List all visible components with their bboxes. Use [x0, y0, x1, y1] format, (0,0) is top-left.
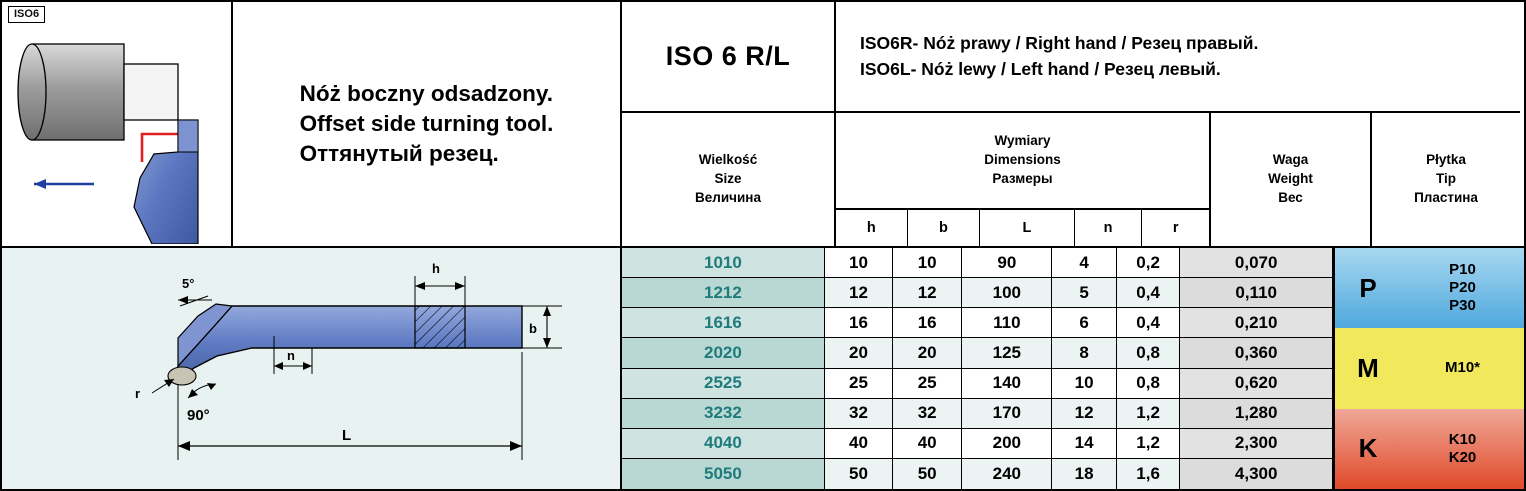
cell-size: 2020: [622, 338, 825, 368]
header-weight-en: Weight: [1268, 171, 1313, 187]
grade-p20: P20: [1449, 279, 1476, 297]
cell-h: 32: [825, 399, 893, 429]
grade-letter-p: P: [1335, 248, 1401, 328]
cell-L: 200: [962, 429, 1052, 459]
cell-L: 240: [962, 459, 1052, 489]
header-plate-pl: Płytka: [1426, 152, 1466, 168]
cell-b: 20: [893, 338, 962, 368]
cell-b: 16: [893, 308, 962, 338]
cell-n: 8: [1052, 338, 1116, 368]
cell-b: 10: [893, 248, 962, 278]
title-line-en: Offset side turning tool.: [299, 111, 554, 137]
table-row: [622, 399, 1333, 429]
cell-b: 12: [893, 278, 962, 308]
cell-h: 25: [825, 369, 893, 399]
cell-size: 4040: [622, 429, 825, 459]
cell-size: 1616: [622, 308, 825, 338]
header-size: [622, 113, 836, 246]
dimension-table: [622, 248, 1335, 489]
cell-weight: 0,620: [1180, 369, 1333, 399]
col-header-h: h: [836, 210, 908, 246]
desc-right-hand: ISO6R- Nóż prawy / Right hand / Резец правый.: [860, 33, 1259, 54]
iso-code: ISO 6 R/L: [622, 2, 836, 111]
svg-text:5°: 5°: [182, 276, 195, 291]
svg-text:r: r: [135, 386, 141, 401]
table-row: [622, 338, 1333, 368]
title-line-pl: Nóż boczny odsadzony.: [299, 81, 553, 107]
cell-r: 0,4: [1117, 308, 1181, 338]
header-dim-ru: Размеры: [992, 170, 1053, 186]
cell-L: 170: [962, 399, 1052, 429]
col-header-n: n: [1075, 210, 1143, 246]
col-header-r: r: [1172, 220, 1179, 236]
svg-text:h: h: [432, 261, 440, 276]
desc-left-hand: ISO6L- Nóż lewy / Left hand / Резец левый.: [860, 58, 1221, 79]
cell-b: 25: [893, 369, 962, 399]
iso6-pictogram: [2, 2, 233, 246]
grade-p10: P10: [1449, 260, 1476, 278]
header-plate-ru: Пластина: [1414, 189, 1478, 205]
cell-r: 0,8: [1117, 369, 1181, 399]
header-dim-en: Dimensions: [984, 152, 1061, 168]
cell-weight: 1,280: [1180, 399, 1333, 429]
cell-b: 32: [893, 399, 962, 429]
col-header-L: L: [980, 210, 1075, 246]
cell-h: 40: [825, 429, 893, 459]
cell-h: 16: [825, 308, 893, 338]
cell-h: 10: [825, 248, 893, 278]
header-plate: [1372, 113, 1520, 246]
iso-badge-label: ISO6: [8, 6, 45, 23]
cell-r: 1,6: [1117, 459, 1181, 489]
cell-size: 2525: [622, 369, 825, 399]
cell-size: 1212: [622, 278, 825, 308]
grade-p30: P30: [1449, 297, 1476, 315]
svg-text:n: n: [287, 348, 295, 363]
svg-text:L: L: [342, 427, 352, 444]
top-band: [2, 2, 1524, 246]
cell-size: 3232: [622, 399, 825, 429]
grade-group-k: [1335, 409, 1524, 489]
table-row: [622, 429, 1333, 459]
cell-weight: 0,110: [1180, 278, 1333, 308]
cell-n: 4: [1052, 248, 1116, 278]
header-size-ru: Величина: [695, 189, 761, 205]
cell-weight: 0,070: [1180, 248, 1333, 278]
cell-weight: 4,300: [1180, 459, 1333, 489]
cell-n: 12: [1052, 399, 1116, 429]
table-row: [622, 278, 1333, 308]
cell-n: 14: [1052, 429, 1116, 459]
grade-letter-k: K: [1335, 409, 1401, 489]
cell-h: 50: [825, 459, 893, 489]
header-dimension-columns: [836, 210, 1209, 246]
cell-size: 1010: [622, 248, 825, 278]
header-dimensions: [836, 113, 1211, 246]
cell-h: 20: [825, 338, 893, 368]
workpiece-diagram: [2, 2, 233, 244]
tool-dimension-drawing: [2, 248, 622, 489]
code-and-headers: [622, 2, 1520, 246]
cell-r: 0,4: [1117, 278, 1181, 308]
grade-group-m: [1335, 328, 1524, 408]
grade-letter-m: M: [1335, 328, 1401, 408]
title-line-ru: Оттянутый резец.: [299, 140, 499, 166]
grade-values-p: [1401, 248, 1524, 328]
cell-b: 50: [893, 459, 962, 489]
header-weight-ru: Вес: [1278, 189, 1303, 205]
cell-r: 1,2: [1117, 429, 1181, 459]
cell-n: 18: [1052, 459, 1116, 489]
header-dimensions-title: [836, 113, 1209, 210]
cell-r: 0,2: [1117, 248, 1181, 278]
table-row: [622, 369, 1333, 399]
grade-group-p: [1335, 248, 1524, 328]
cell-weight: 0,210: [1180, 308, 1333, 338]
bottom-band: [2, 246, 1524, 489]
cell-L: 140: [962, 369, 1052, 399]
hand-description: [836, 2, 1520, 111]
cell-n: 10: [1052, 369, 1116, 399]
insert-grades: [1335, 248, 1524, 489]
grade-m10: M10*: [1444, 359, 1481, 377]
cell-weight: 2,300: [1180, 429, 1333, 459]
cell-r: 1,2: [1117, 399, 1181, 429]
cell-L: 125: [962, 338, 1052, 368]
table-row: [622, 308, 1333, 338]
cell-h: 12: [825, 278, 893, 308]
table-row: [622, 459, 1333, 489]
cell-r: 0,8: [1117, 338, 1181, 368]
grade-k10: K10: [1448, 430, 1477, 448]
svg-text:b: b: [529, 321, 537, 336]
code-description-row: [622, 2, 1520, 113]
header-plate-en: Tip: [1436, 171, 1456, 187]
cell-n: 6: [1052, 308, 1116, 338]
cell-size: 5050: [622, 459, 825, 489]
cell-n: 5: [1052, 278, 1116, 308]
header-weight-pl: Waga: [1272, 152, 1309, 168]
cell-weight: 0,360: [1180, 338, 1333, 368]
cell-b: 40: [893, 429, 962, 459]
grade-values-m: [1401, 328, 1524, 408]
grade-k20: K20: [1448, 448, 1477, 466]
col-header-b: b: [908, 210, 981, 246]
svg-text:90°: 90°: [187, 407, 210, 424]
table-row: [622, 248, 1333, 278]
header-weight: [1211, 113, 1372, 246]
cell-L: 110: [962, 308, 1052, 338]
grade-values-k: [1401, 409, 1524, 489]
tool-title-cell: [233, 2, 622, 246]
header-size-pl: Wielkość: [698, 152, 758, 168]
header-dim-pl: Wymiary: [994, 133, 1051, 149]
cell-L: 90: [962, 248, 1052, 278]
cell-L: 100: [962, 278, 1052, 308]
table-header-row: [622, 113, 1520, 246]
technical-drawing: [2, 248, 622, 489]
header-size-en: Size: [714, 171, 742, 187]
